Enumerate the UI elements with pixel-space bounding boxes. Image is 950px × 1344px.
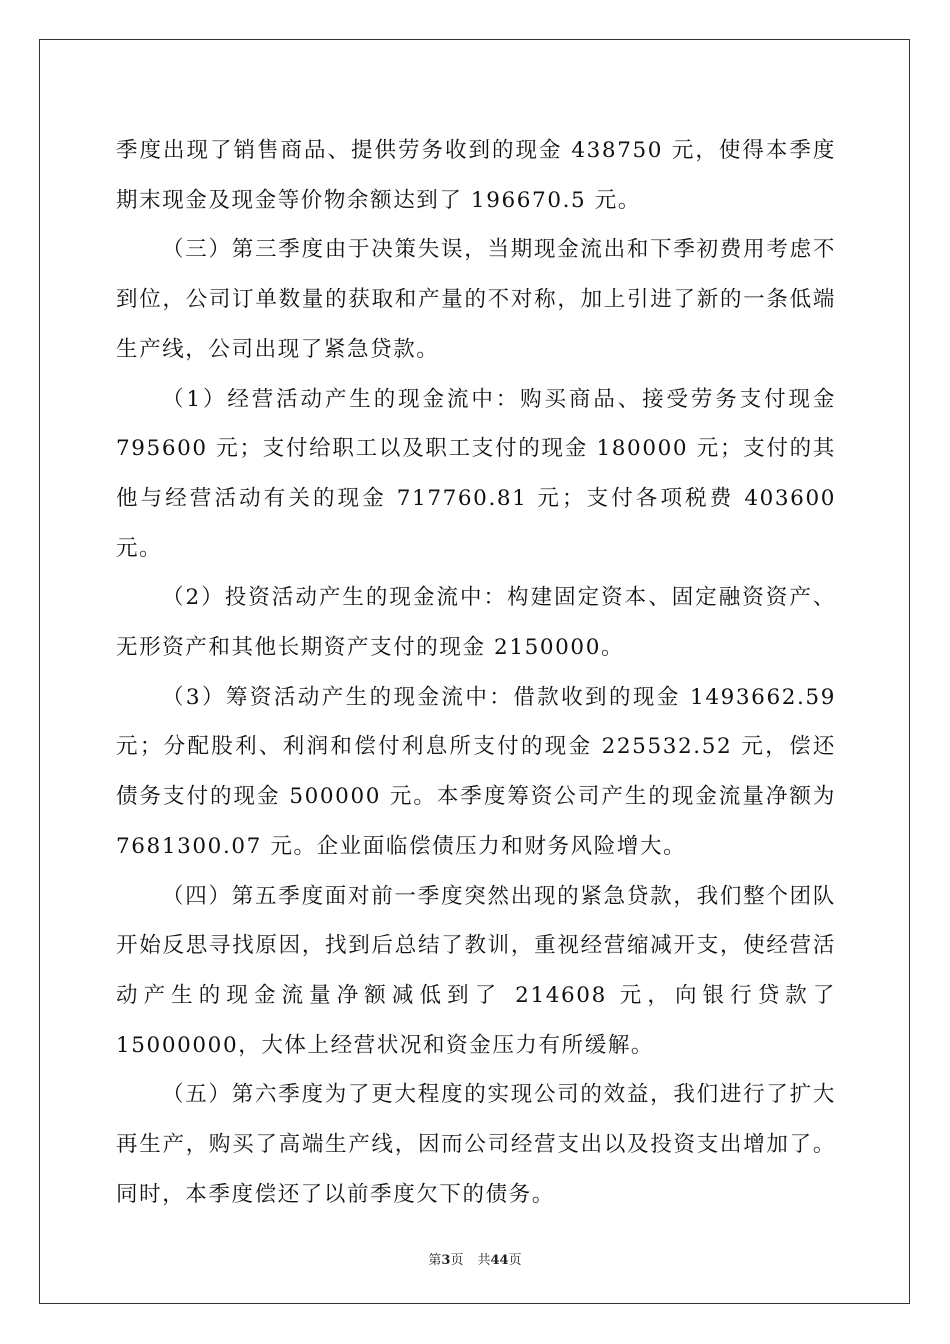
paragraph-section-5: （五）第六季度为了更大程度的实现公司的效益，我们进行了扩大再生产，购买了高端生产线，因而公司经营支出以及投资支出增加了。同时，本季度偿还了以前季度欠下的债务。 — [116, 1082, 836, 1207]
paragraph-continuation: 季度出现了销售商品、提供劳务收到的现金 438750 元，使得本季度期末现金及现金等价物余额达到了 196670.5 元。 — [116, 138, 836, 213]
page-footer — [0, 1249, 950, 1268]
paragraph-investing-cashflow: （2）投资活动产生的现金流中：构建固定资本、固定融资资产、无形资产和其他长期资产支付的现金 2150000。 — [116, 585, 836, 661]
paragraph-section-3: （三）第三季度由于决策失误，当期现金流出和下季初费用考虑不到位，公司订单数量的获取和产量的不对称，加上引进了新的一条低端生产线，公司出现了紧急贷款。 — [116, 237, 836, 362]
total-prefix: 共 — [477, 1253, 491, 1268]
page-number: 3 — [441, 1253, 451, 1268]
paragraph-financing-cashflow: （3）筹资活动产生的现金流中：借款收到的现金 1493662.59 元；分配股利、利润和偿付利息所支付的现金 225532.52 元，偿还债务支付的现金 500000 元。本季度筹资公司产生的现金流量净额为 7681300.07 元。企业面临偿债压力和财务风险增大。 — [116, 684, 836, 859]
document-body — [116, 126, 836, 1219]
paragraph-operating-cashflow: （1）经营活动产生的现金流中：购买商品、接受劳务支付现金 795600 元；支付给职工以及职工支付的现金 180000 元；支付的其他与经营活动有关的现金 717760.81 元；支付各项税费 403600 元。 — [116, 386, 836, 561]
total-suffix: 页 — [508, 1253, 522, 1268]
page-prefix: 第 — [428, 1253, 442, 1268]
total-pages: 44 — [490, 1253, 509, 1268]
page-suffix: 页 — [450, 1253, 464, 1268]
paragraph-section-4: （四）第五季度面对前一季度突然出现的紧急贷款，我们整个团队开始反思寻找原因，找到后总结了教训，重视经营缩减开支，使经营活动产生的现金流量净额减低到了 214608 元，向银行贷款了 15000000，大体上经营状况和资金压力有所缓解。 — [116, 883, 836, 1058]
